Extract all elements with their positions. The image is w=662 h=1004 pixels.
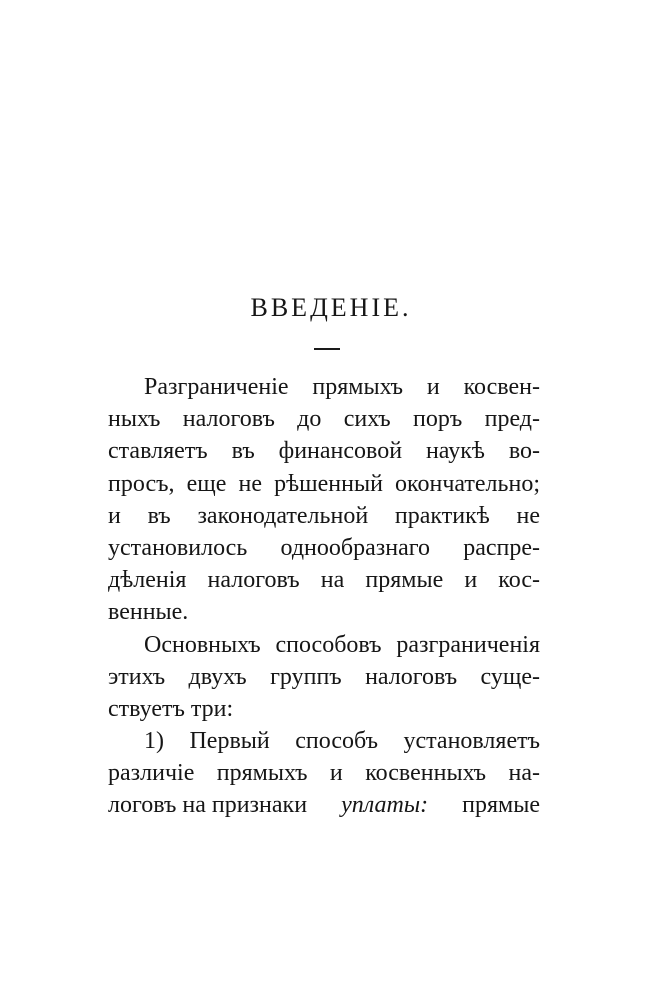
text-line-4: просъ, еще не рѣшенный окончательно; (108, 470, 540, 497)
text-line-14-start: логовъ на признаки (108, 792, 308, 819)
text-line-14-end: прямые (462, 792, 540, 819)
text-line-8: венные. (108, 599, 189, 626)
text-line-5: и въ законодательной практикѣ не (108, 502, 540, 529)
text-line-1: Разграниченіе прямыхъ и косвен- (144, 374, 540, 400)
heading-rule (314, 348, 340, 350)
text-line-9: Основныхъ способовъ разграниченія (144, 631, 540, 658)
text-line-2: ныхъ налоговъ до сихъ поръ пред- (108, 406, 540, 433)
body-text (108, 371, 540, 822)
chapter-heading: ВВЕДЕНІЕ. (250, 293, 412, 322)
text-line-10: этихъ двухъ группъ налоговъ суще- (108, 663, 540, 690)
italic-term: уплаты: (341, 792, 429, 819)
text-line-13: различіе прямыхъ и косвенныхъ на- (108, 760, 540, 787)
text-line-7: дѣленія налоговъ на прямые и кос- (108, 567, 540, 594)
text-line-11: ствуетъ три: (108, 695, 234, 722)
text-line-12: 1) Первый способъ установляетъ (144, 728, 540, 755)
text-line-14 (108, 789, 540, 821)
text-line-6: установилось однообразнаго распре- (108, 534, 540, 561)
text-line-3: ставляетъ въ финансовой наукѣ во- (108, 438, 540, 465)
